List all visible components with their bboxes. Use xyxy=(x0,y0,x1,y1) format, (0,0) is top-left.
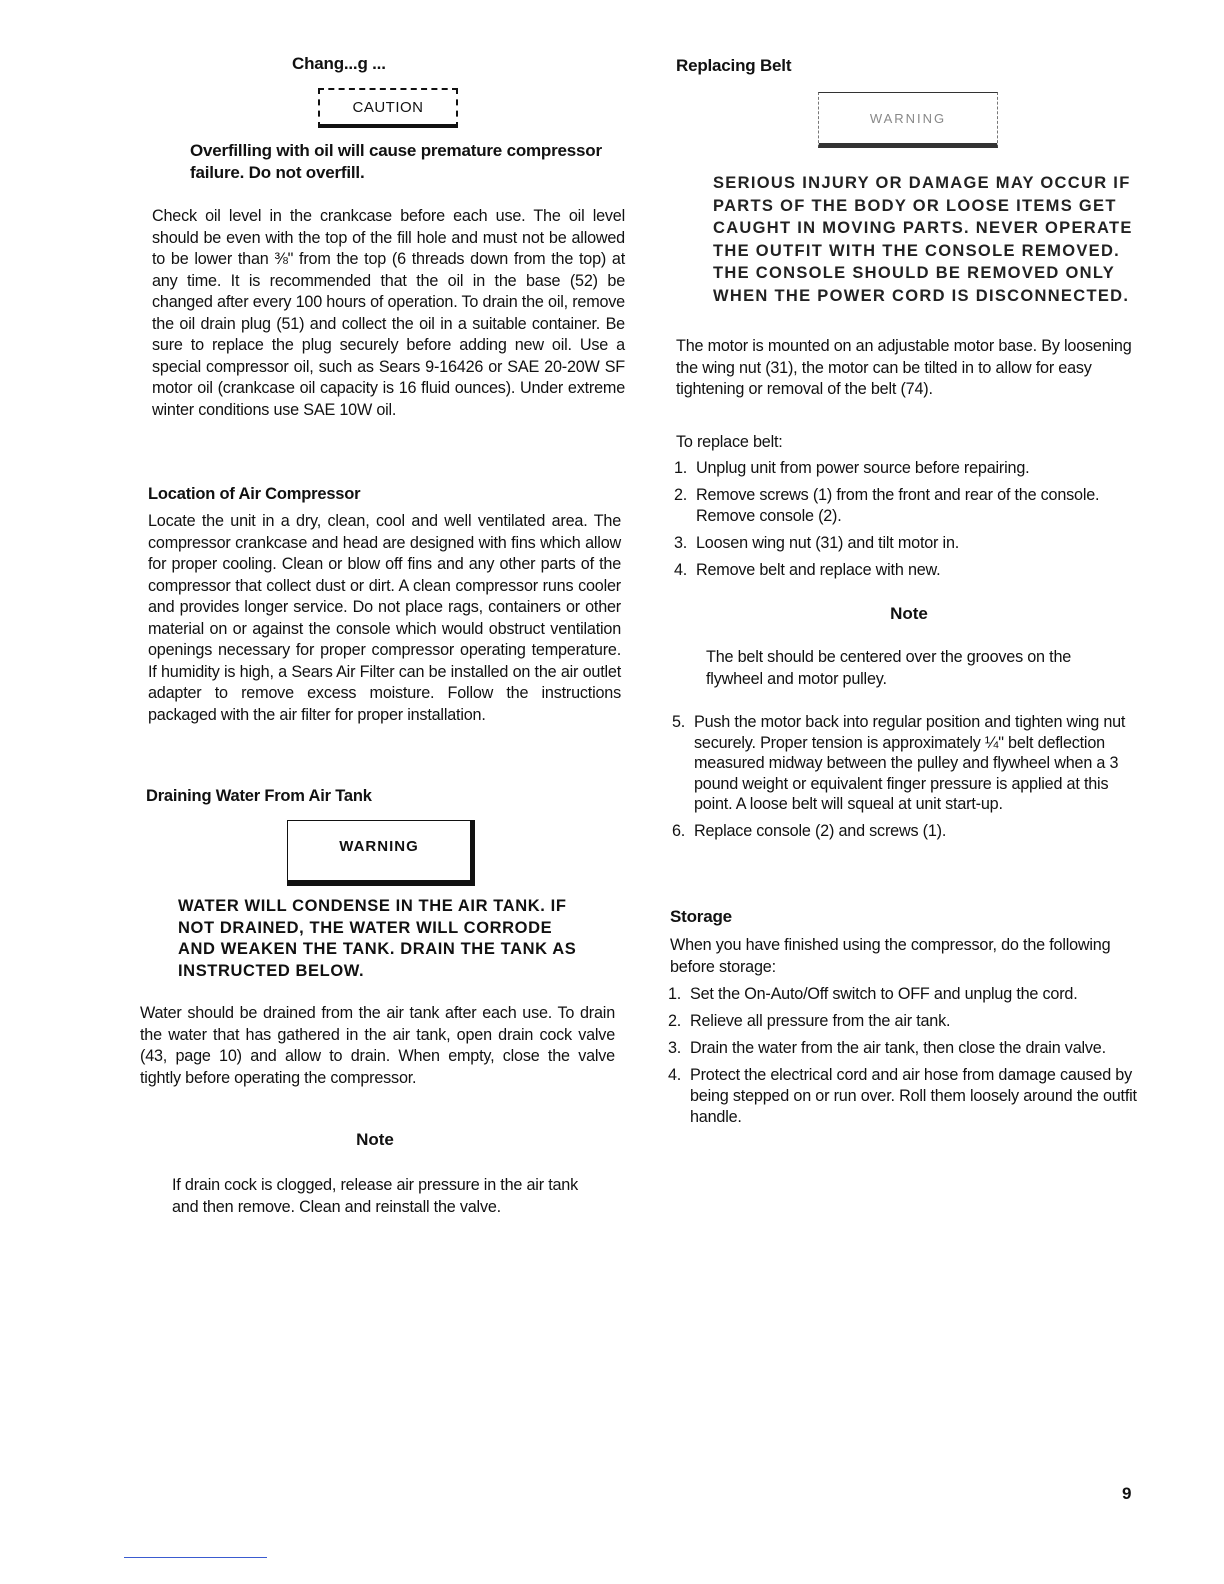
storage-intro: When you have finished using the compressor, do the following before storage: xyxy=(670,936,1111,976)
storage-steps xyxy=(668,984,1148,1128)
belt-warning-box xyxy=(818,92,998,148)
warning-label: WARNING xyxy=(339,838,419,855)
draining-heading: Draining Water From Air Tank xyxy=(146,787,372,805)
storage-heading: Storage xyxy=(670,907,732,926)
left-note-text: If drain cock is clogged, release air pressure in the air tank and then remove. Clean and reinstall the valve. xyxy=(172,1176,578,1216)
list-item: 1. Unplug unit from power source before repairing. xyxy=(674,459,1030,477)
right-note-text: The belt should be centered over the grooves on the flywheel and motor pulley. xyxy=(706,648,1072,688)
right-note-title: Note xyxy=(890,604,928,623)
caution-text: Overfilling with oil will cause premature compressor failure. Do not overfill. xyxy=(190,141,602,182)
list-item: 2. Remove screws (1) from the front and rear of the console. Remove console (2). xyxy=(674,486,1100,525)
caution-label: CAUTION xyxy=(352,98,424,116)
section-title: Chang...g ... xyxy=(292,54,386,73)
left-note-title: Note xyxy=(356,1130,394,1149)
drain-paragraph: Water should be drained from the air tank after each use. To drain the water that has gathered in the air tank, open drain cock valve (43, page 10) and allow to drain. When empty, close the valve tightly before operating the compressor. xyxy=(140,1004,615,1087)
replace-steps-continued xyxy=(672,712,1150,842)
list-item: 3. Loosen wing nut (31) and tilt motor in. xyxy=(674,534,960,552)
footer-rule xyxy=(124,1557,267,1558)
list-item: 5. Push the motor back into regular position and tighten wing nut securely. Proper tension is approximately ¼" belt deflection measured midway between the pulley and flywheel when a 3 pound weight or equivalent finger pressure is applied at this point. A loose belt will squeal at unit start-up. xyxy=(672,713,1126,813)
replace-intro: To replace belt: xyxy=(676,433,783,451)
list-item: 1. Set the On-Auto/Off switch to OFF and unplug the cord. xyxy=(668,985,1078,1003)
list-item: 6. Replace console (2) and screws (1). xyxy=(672,821,947,840)
oil-paragraph: Check oil level in the crankcase before each use. The oil level should be even with the top of the fill hole and must not be allowed to be lower than ⅜" from the top (6 threads down from the top) at any time. It is recommended that the oil in the base (52) be changed after every 100 hours of operation. To drain the oil, remove the oil drain plug (51) and collect the oil in a suitable container. Be sure to replace the plug securely before adding new oil. Use a special compressor oil, such as Sears 9-16426 or SAE 20-20W SF motor oil (crankcase oil capacity is 16 fluid ounces). Under extreme winter conditions use SAE 10W oil. xyxy=(152,207,625,419)
belt-warning-text: SERIOUS INJURY OR DAMAGE MAY OCCUR IF PARTS OF THE BODY OR LOOSE ITEMS GET CAUGHT IN MOVING PARTS. NEVER OPERATE THE OUTFIT WITH THE CONSOLE REMOVED. THE CONSOLE SHOULD BE REMOVED ONLY WHEN THE POWER CORD IS DISCONNECTED. xyxy=(713,174,1133,305)
list-item: 4. Remove belt and replace with new. xyxy=(674,561,941,579)
caution-box xyxy=(318,88,458,128)
warning-text: WATER WILL CONDENSE IN THE AIR TANK. IF NOT DRAINED, THE WATER WILL CORRODE AND WEAKEN THE TANK. DRAIN THE TANK AS INSTRUCTED BELOW. xyxy=(178,897,577,980)
list-item: 3. Drain the water from the air tank, then close the drain valve. xyxy=(668,1039,1106,1057)
list-item: 2. Relieve all pressure from the air tank. xyxy=(668,1012,951,1030)
belt-warning-label: WARNING xyxy=(869,110,947,126)
warning-box xyxy=(287,820,475,886)
location-heading: Location of Air Compressor xyxy=(148,485,361,503)
belt-heading: Replacing Belt xyxy=(676,56,792,75)
page-number: 9 xyxy=(1122,1484,1132,1503)
replace-steps xyxy=(674,458,1150,581)
motor-paragraph: The motor is mounted on an adjustable motor base. By loosening the wing nut (31), the motor can be tilted in to allow for easy tightening or removal of the belt (74). xyxy=(676,337,1132,398)
list-item: 4. Protect the electrical cord and air hose from damage caused by being stepped on or run over. Roll them loosely around the outfit handle. xyxy=(668,1066,1137,1126)
location-paragraph: Locate the unit in a dry, clean, cool and well ventilated area. The compressor crankcase and head are designed with fins which allow for proper cooling. Clean or blow off fins and any other parts of the compressor that collect dust or dirt. A clean compressor runs cooler and provides longer service. Do not place rags, containers or other material on or against the console which would obstruct ventilation openings necessary for proper compressor operating temperature. If humidity is high, a Sears Air Filter can be installed on the air outlet adapter to remove excess moisture. Follow the instructions packaged with the air filter for proper installation. xyxy=(148,512,621,724)
